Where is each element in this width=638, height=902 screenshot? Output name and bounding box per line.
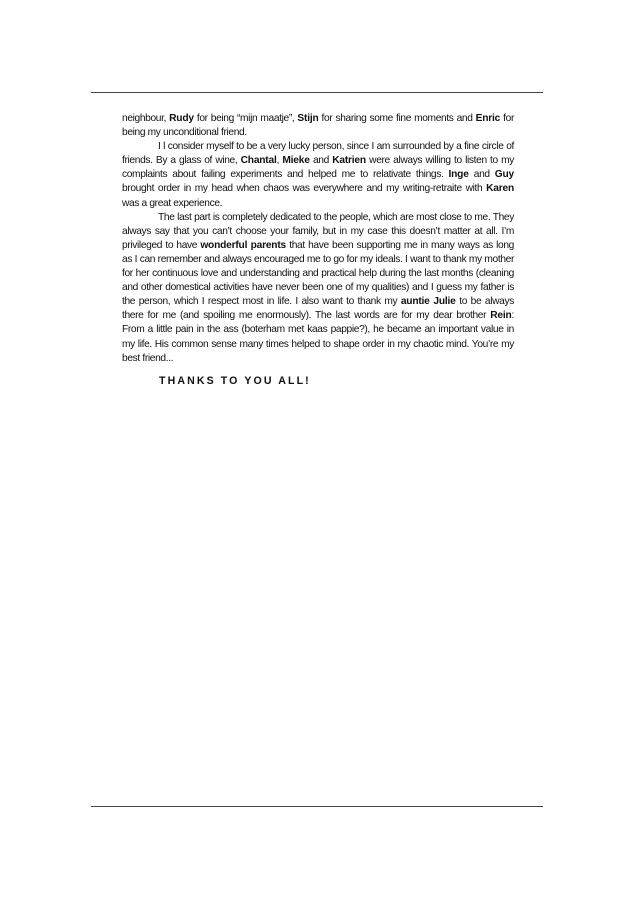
- name-rein: Rein: [490, 310, 512, 322]
- name-chantal: Chantal: [240, 155, 277, 167]
- name-auntie-julie: auntie Julie: [400, 296, 456, 308]
- name-inge: Inge: [448, 169, 469, 181]
- text-run: to be always there for me (and spoiling me enormously). The last words are for my dear brother: [122, 296, 514, 322]
- text-run: were always willing to listen to my complaints about failing experiments and helped me to relativate things.: [122, 155, 515, 181]
- text-run: The last part is completely dedicated to the people, which are most close to me. They always say that you can’t choose your family, but in my case this doesn’t matter at all. I’m privileged to have: [122, 211, 514, 251]
- text-run: and: [468, 169, 495, 181]
- paragraph-friends: [122, 112, 514, 140]
- text-run: brought order in my head when chaos was everywhere and my writing-retraite with: [122, 183, 487, 195]
- text-run: and: [309, 155, 333, 167]
- closing-thanks: THANKS TO YOU ALL!: [159, 375, 311, 387]
- text-run: ,: [276, 155, 283, 167]
- text-run: that have been supporting me in many ways as long as I can remember and always encouraged me to go for my ideals. I want to thank my mother for her continuous love and understanding and practical help during the last months (cleaning and other domestical activities have never been one of my qualities) and I guess my father is the person, which I respect most in life. I also want to thank my: [122, 239, 514, 308]
- name-mieke: Mieke: [282, 155, 310, 167]
- text-run: I l consider myself to be a very lucky person, since I am surrounded by a fine circle of friends. By a glass of wine,: [122, 141, 514, 167]
- name-rudy: Rudy: [169, 113, 194, 124]
- header-rule: [91, 92, 543, 93]
- name-guy: Guy: [494, 169, 514, 181]
- text-run: for being “mijn maatje”,: [193, 113, 298, 124]
- name-karen: Karen: [486, 183, 514, 195]
- paragraph-circle-of-friends: [122, 140, 514, 210]
- text-run: neighbour,: [122, 113, 170, 124]
- text-run: was a great experience.: [122, 197, 223, 209]
- text-run: for sharing some fine moments and: [318, 113, 476, 124]
- name-enric: Enric: [475, 113, 501, 124]
- footer-rule: [91, 806, 543, 807]
- name-katrien: Katrien: [332, 155, 366, 167]
- text-run: : From a little pain in the ass (boterham met kaas pappie?), he became an important value in my life. His common sense many times helped to shape order in my chaotic mind. You’re my best friend...: [122, 310, 514, 364]
- name-wonderful-parents: wonderful parents: [200, 239, 286, 251]
- paragraph-family: [122, 211, 514, 366]
- text-run: for being my unconditional friend.: [122, 113, 514, 139]
- name-stijn: Stijn: [297, 113, 319, 124]
- acknowledgements-body: [122, 112, 514, 366]
